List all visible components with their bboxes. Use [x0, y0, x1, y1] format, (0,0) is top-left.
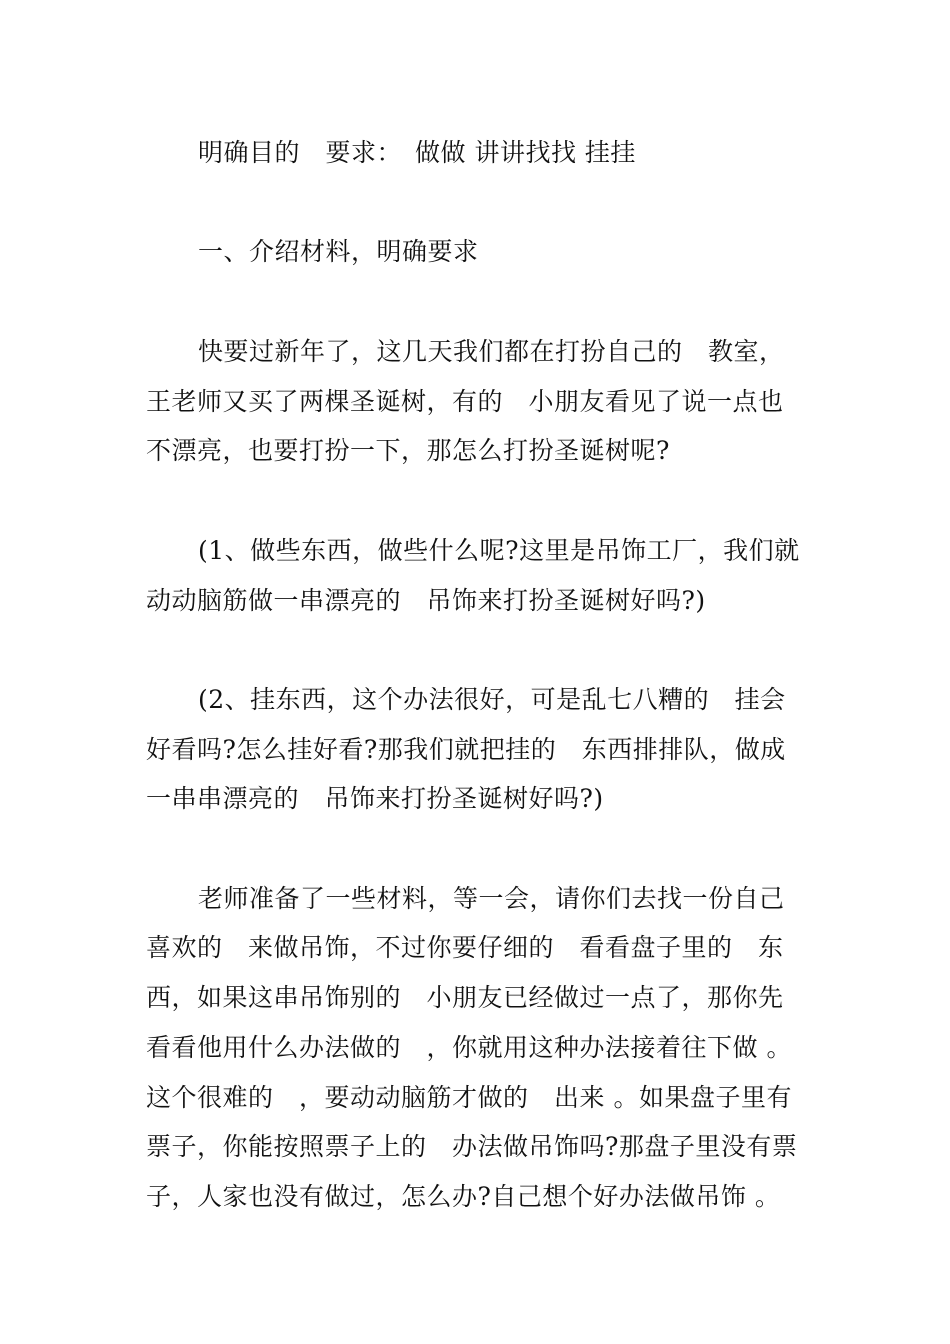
paragraph-line: 喜欢的 来做吊饰，不过你要仔细的 看看盘子里的 东: [146, 933, 784, 962]
paragraph-line: 快要过新年了，这几天我们都在打扮自己的 教室，: [198, 337, 785, 366]
paragraph-line: 王老师又买了两棵圣诞树，有的 小朋友看见了说一点也: [146, 387, 784, 416]
paragraph-line: (2、挂东西，这个办法很好，可是乱七八糟的 挂会: [198, 685, 786, 714]
paragraph-line: 这个很难的 ，要动动脑筋才做的 出来 。如果盘子里有: [146, 1083, 792, 1112]
paragraph-line: 看看他用什么办法做的 ，你就用这种办法接着往下做 。: [146, 1033, 792, 1062]
paragraph-line: 老师准备了一些材料，等一会，请你们去找一份自己: [198, 884, 785, 913]
paragraph-line: 票子，你能按照票子上的 办法做吊饰吗?那盘子里没有票: [146, 1132, 798, 1161]
paragraph-line: 好看吗?怎么挂好看?那我们就把挂的 东西排排队，做成: [146, 735, 786, 764]
document-heading: 明确目的 要求： 做做 讲讲找找 挂挂: [198, 138, 636, 167]
paragraph-line: 西，如果这串吊饰别的 小朋友已经做过一点了，那你先: [146, 983, 784, 1012]
paragraph-line: 子，人家也没有做过，怎么办?自己想个好办法做吊饰 。: [146, 1182, 781, 1211]
paragraph-line: 动动脑筋做一串漂亮的 吊饰来打扮圣诞树好吗?): [146, 586, 706, 615]
section-title: 一、介绍材料，明确要求: [198, 237, 479, 266]
paragraph-line: 不漂亮，也要打扮一下，那怎么打扮圣诞树呢?: [146, 436, 670, 465]
paragraph-line: (1、做些东西，做些什么呢?这里是吊饰工厂，我们就: [198, 536, 800, 565]
paragraph-line: 一串串漂亮的 吊饰来打扮圣诞树好吗?): [146, 784, 604, 813]
